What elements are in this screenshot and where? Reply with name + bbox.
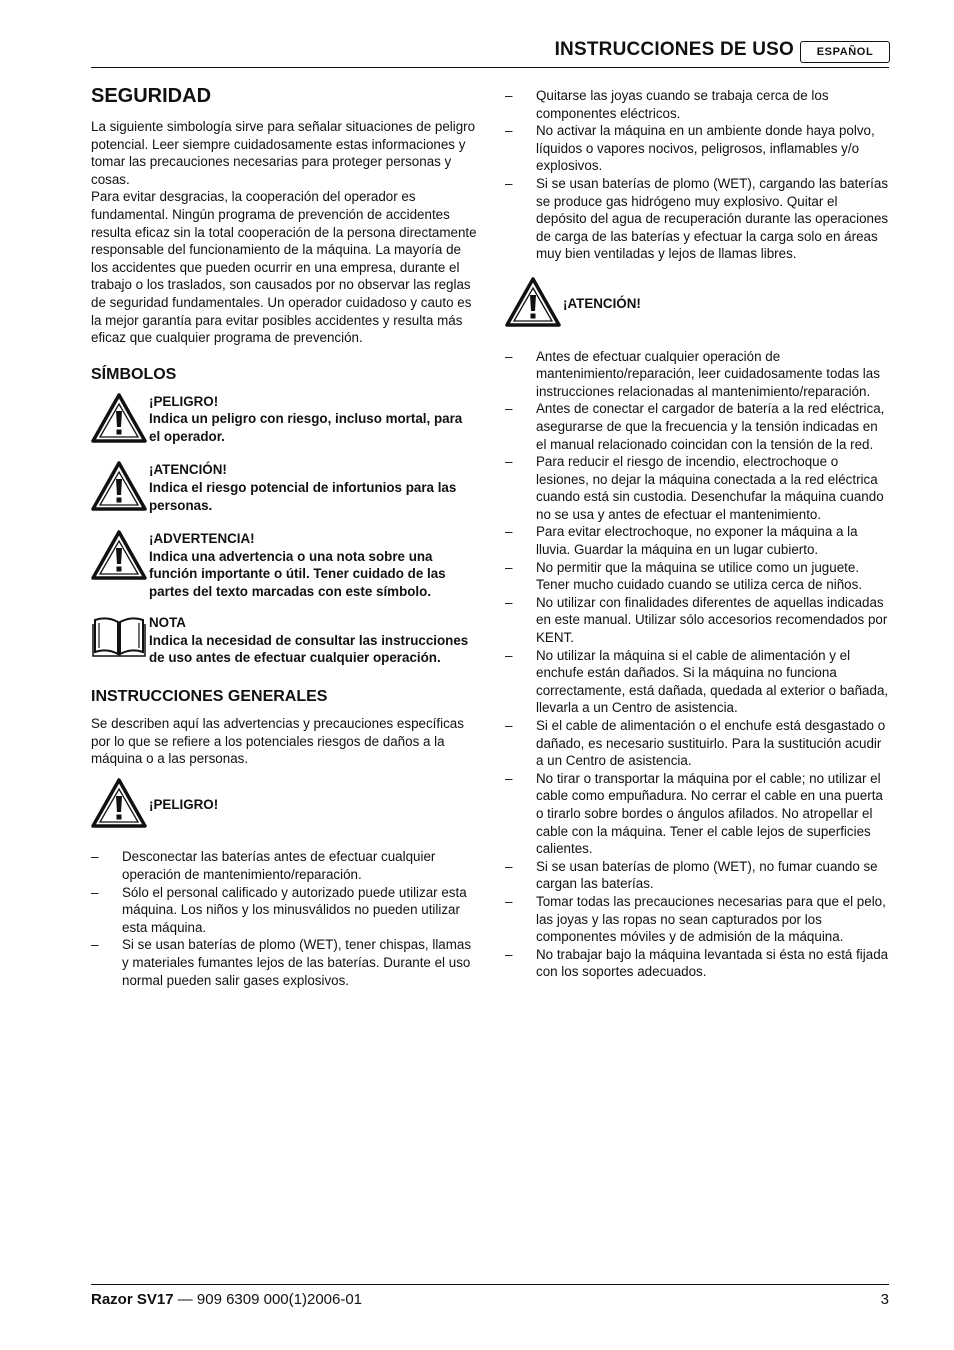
list-item (91, 936, 477, 989)
bullet-dash: – (505, 123, 513, 139)
footer-document-info (91, 1291, 362, 1308)
bullet-dash: – (91, 884, 99, 900)
warning-triangle-icon (91, 393, 149, 448)
symbol-title: NOTA (149, 615, 186, 631)
bullet-dash: – (505, 559, 513, 575)
warning-triangle-icon (91, 778, 149, 833)
bullet-dash: – (505, 524, 513, 540)
list-item-text: No tirar o transportar la máquina por el cable; no utilizar el cable como empuñadura. No cerrar el cable en una puerta o tirarlo sobre bordes o ángulos afilados. No atropellar el cable con la máquina. Tener el cable lejos de superficies calientes. (536, 770, 883, 857)
list-item (505, 770, 891, 858)
list-item-text: Si el cable de alimentación o el enchufe está desgastado o dañado, es necesario sustituirlo. Para la sustitución acudir a un Centro de asistencia. (536, 718, 886, 769)
list-item (505, 453, 891, 523)
bullet-dash: – (505, 594, 513, 610)
symbol-description: Indica un peligro con riesgo, incluso mortal, para el operador. (149, 411, 463, 444)
list-item (505, 858, 891, 893)
symbol-attention (91, 461, 477, 516)
bullet-dash: – (505, 348, 513, 364)
open-book-icon (91, 614, 149, 663)
list-item (505, 893, 891, 946)
list-item-text: No trabajar bajo la máquina levantada si ésta no está fijada con los soportes adecuados. (536, 946, 889, 980)
intro-paragraph: La siguiente simbología sirve para señalar situaciones de peligro potencial. Leer siempre cuidadosamente estas informaciones y tomar las precauciones necesarias para proteger personas y cosas. (91, 119, 476, 187)
list-item-text: Antes de efectuar cualquier operación de mantenimiento/reparación, leer cuidadosamente todas las instrucciones relacionadas al mantenimiento/reparación. (536, 348, 880, 399)
list-item-text: Desconectar las baterías antes de efectuar cualquier operación de mantenimiento/reparación. (122, 849, 436, 883)
header-title: INSTRUCCIONES DE USO (554, 39, 794, 60)
list-item-text: Para reducir el riesgo de incendio, electrochoque o lesiones, no dejar la máquina conectada a la red eléctrica cuando está sin custodia. Desenchufar la máquina cuando no se usa y antes de efectuar el mantenimiento. (536, 454, 884, 522)
bullet-dash: – (505, 454, 513, 470)
symbol-description: Indica el riesgo potencial de infortunios para las personas. (149, 479, 457, 513)
symbol-description: Indica la necesidad de consultar las instrucciones de uso antes de efectuar cualquier operación. (149, 632, 469, 666)
list-item-text: No utilizar con finalidades diferentes de aquellas indicadas en este manual. Utilizar sólo accesorios recomendados por KENT. (536, 594, 888, 646)
footer-model: Razor SV17 (91, 1291, 174, 1308)
symbol-title: ¡ATENCIÓN! (149, 462, 227, 478)
list-item (505, 122, 891, 175)
attention-callout (505, 277, 891, 332)
bullet-dash: – (505, 718, 513, 733)
list-item-text: Si se usan baterías de plomo (WET), cargando las baterías se produce gas hidrógeno muy explosivo. Quitar el depósito del agua de recuperación durante las operaciones de carga de las baterías y efectuar la carga solo en áreas muy bien ventiladas y lejos de llamas libres. (536, 175, 889, 262)
header-divider (91, 67, 889, 68)
bullet-dash: – (505, 893, 513, 909)
list-item-text: Quitarse las joyas cuando se trabaja cerca de los componentes eléctricos. (536, 88, 829, 121)
footer-divider (91, 1284, 889, 1285)
symbol-description: Indica una advertencia o una nota sobre una función importante o útil. Tener cuidado de las partes del texto marcadas con este símbolo. (149, 548, 446, 599)
list-item (505, 559, 891, 594)
symbol-note (91, 614, 477, 667)
attention-label: ¡ATENCIÓN! (563, 296, 641, 312)
list-item-text: No permitir que la máquina se utilice como un juguete. Tener mucho cuidado cuando se utiliza cerca de niños. (536, 559, 863, 593)
bullet-dash: – (505, 647, 513, 663)
language-badge: ESPAÑOL (800, 41, 890, 63)
left-column (91, 84, 477, 989)
list-item (505, 87, 891, 122)
general-instructions-heading: INSTRUCCIONES GENERALES (91, 688, 328, 706)
symbol-title: ¡PELIGRO! (149, 393, 219, 409)
list-item (505, 348, 891, 401)
bullet-dash: – (505, 88, 513, 103)
symbol-warning (91, 530, 477, 600)
list-item-text: Para evitar electrochoque, no exponer la máquina a la lluvia. Guardar la máquina en un lugar cubierto. (536, 524, 858, 558)
list-item (505, 946, 891, 981)
intro-text (91, 118, 477, 347)
list-item-text: Antes de conectar el cargador de batería a la red eléctrica, asegurarse de que la frecuencia y la tensión indicadas en el manual relacionado coincidan con la tensión de la red. (536, 401, 885, 452)
list-item (505, 523, 891, 558)
warning-triangle-icon (91, 530, 149, 585)
section-title-seguridad: SEGURIDAD (91, 85, 212, 107)
symbols-heading: SÍMBOLOS (91, 365, 177, 383)
bullet-dash: – (505, 401, 513, 417)
list-item-text: Tomar todas las precauciones necesarias para que el pelo, las joyas y las ropas no sean capturados por los componentes móviles y de admisión de la máquina. (536, 893, 886, 945)
symbol-title: ¡ADVERTENCIA! (149, 530, 255, 546)
danger-callout (91, 778, 477, 833)
attention-list (505, 348, 891, 981)
bullet-dash: – (91, 849, 99, 865)
bullet-dash: – (505, 770, 513, 786)
list-item (505, 717, 891, 770)
list-item-text: Sólo el personal calificado y autorizado puede utilizar esta máquina. Los niños y los minusválidos no pueden utilizar esta máquina. (122, 884, 467, 935)
right-column (505, 87, 891, 981)
bullet-dash: – (505, 175, 513, 191)
list-item-text: Si se usan baterías de plomo (WET), tener chispas, llamas y materiales fumantes lejos de las baterías. Durante el uso normal pueden salir gases explosivos. (122, 937, 472, 988)
page-number: 3 (880, 1291, 889, 1308)
list-item (91, 848, 477, 883)
list-item (505, 647, 891, 717)
list-item-text: Si se usan baterías de plomo (WET), no fumar cuando se cargan las baterías. (536, 858, 878, 892)
list-item (91, 884, 477, 937)
bullet-dash: – (505, 858, 513, 874)
list-item (505, 594, 891, 647)
danger-list (91, 848, 477, 989)
footer-doc-code: — 909 6309 000(1)2006-01 (177, 1291, 363, 1308)
list-item-text: No activar la máquina en un ambiente donde haya polvo, líquidos o vapores nocivos, peligrosos, inflamables y/o explosivos. (536, 123, 875, 174)
bullet-dash: – (91, 937, 99, 953)
warning-triangle-icon (91, 461, 149, 516)
list-item (505, 400, 891, 453)
list-item (505, 175, 891, 263)
precautions-list (505, 87, 891, 263)
intro-paragraph: Para evitar desgracias, la cooperación del operador es fundamental. Ningún programa de prevención de accidentes resulta eficaz sin la total cooperación de la persona directamente responsable del funcionamiento de la máquina. La mayoría de los accidentes que pueden ocurrir en una empresa, durante el trabajo o los traslados, son causados por no observar las reglas de seguridad fundamentales. Un operador cuidadoso y cauto es la mejor garantía para evitar posibles accidentes y resulta más eficaz que cualquier programa de prevención. (91, 189, 477, 346)
list-item-text: No utilizar la máquina si el cable de alimentación y el enchufe están dañados. Si la máquina no funciona correctamente, está dañada, quedada al exterior o bañada, llevarla a un Centro de asistencia. (536, 647, 889, 716)
general-intro: Se describen aquí las advertencias y precauciones específicas por lo que se refiere a los potenciales riesgos de daños a la máquina o a las personas. (91, 716, 464, 767)
danger-label: ¡PELIGRO! (149, 797, 219, 813)
symbol-danger (91, 393, 477, 448)
bullet-dash: – (505, 946, 513, 962)
warning-triangle-icon (505, 277, 563, 332)
